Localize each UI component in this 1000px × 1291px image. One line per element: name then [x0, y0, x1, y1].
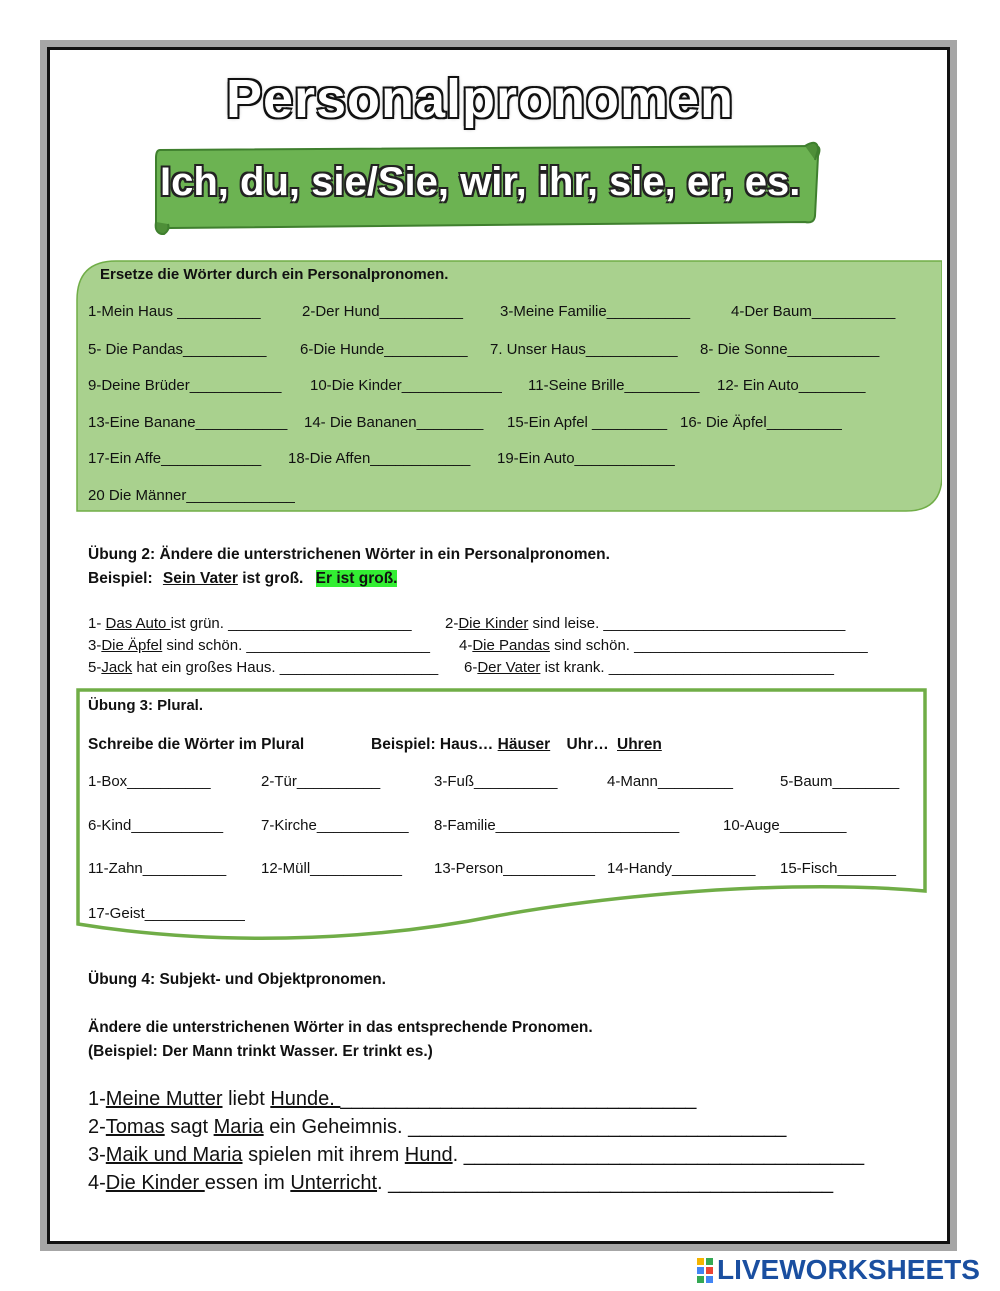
ex1-item[interactable]: 18-Die Affen____________ [288, 450, 471, 467]
item-number: 1- [88, 1088, 106, 1110]
example-label: Beispiel: Haus… [371, 736, 494, 753]
ex2-item[interactable] [464, 659, 834, 676]
item-rest: sind schön. ____________________________ [549, 637, 868, 654]
underlined-object: Unterricht [290, 1172, 378, 1194]
example-word-b: Uhr… [566, 736, 609, 753]
ex1-item[interactable]: 10-Die Kinder____________ [310, 377, 502, 394]
ex1-item[interactable]: 5- Die Pandas__________ [88, 341, 267, 358]
ex3-item[interactable]: 15-Fisch_______ [780, 860, 896, 877]
item-number: 4- [459, 637, 473, 654]
banner-text: Ich, du, sie/Sie, wir, ihr, sie, er, es. [160, 160, 801, 204]
ex3-item[interactable]: 1-Box__________ [88, 773, 211, 790]
item-verb: liebt [222, 1088, 271, 1110]
ex2-item[interactable] [459, 637, 868, 654]
exercise3-example [371, 736, 662, 754]
underlined-subject: Maik und Maria [105, 1144, 243, 1166]
ex2-item[interactable] [88, 615, 412, 632]
ex3-item[interactable]: 13-Person___________ [434, 860, 595, 877]
answer-line: ein Geheimnis. __________________________________ [263, 1116, 787, 1138]
ex4-item[interactable] [88, 1116, 786, 1139]
ex1-item[interactable]: 15-Ein Apfel _________ [507, 414, 668, 431]
ex3-item[interactable]: 11-Zahn__________ [88, 860, 227, 877]
underlined-subject: Die Kinder [105, 1172, 205, 1194]
ex1-item[interactable]: 9-Deine Brüder___________ [88, 377, 282, 394]
ex2-item[interactable] [445, 615, 845, 632]
exercise4-instruction: Ändere die unterstrichenen Wörter in das entsprechende Pronomen. [88, 1019, 593, 1036]
ex3-item[interactable]: 14-Handy__________ [607, 860, 756, 877]
answer-line: ________________________________ [340, 1088, 697, 1110]
item-rest: ist grün. ______________________ [170, 615, 412, 632]
ex3-item[interactable]: 2-Tür__________ [261, 773, 381, 790]
ex3-item[interactable]: 12-Müll___________ [261, 860, 402, 877]
logo-mark-icon [697, 1258, 713, 1283]
underlined-subject: Die Äpfel [101, 637, 163, 654]
ex4-item[interactable] [88, 1144, 864, 1167]
ex2-item[interactable] [88, 659, 438, 676]
ex4-item[interactable] [88, 1088, 696, 1111]
ex3-item[interactable]: 17-Geist____________ [88, 905, 245, 922]
item-number: 3- [88, 1144, 106, 1166]
answer-line: . ________________________________________ [377, 1172, 834, 1194]
item-rest: hat ein großes Haus. ___________________ [132, 659, 439, 676]
item-rest: sind leise. _____________________________ [528, 615, 846, 632]
ex3-item[interactable]: 3-Fuß__________ [434, 773, 558, 790]
example-subject: Sein Vater [162, 570, 238, 587]
ex1-item[interactable]: 8- Die Sonne___________ [700, 341, 880, 358]
item-verb: essen im [204, 1172, 291, 1194]
item-verb: sagt [164, 1116, 214, 1138]
example-answer: Er ist groß. [315, 570, 398, 587]
item-number: 2- [445, 615, 459, 632]
ex1-item[interactable]: 6-Die Hunde__________ [300, 341, 468, 358]
ex1-item[interactable]: 16- Die Äpfel_________ [680, 414, 842, 431]
exercise2-heading: Übung 2: Ändere die unterstrichenen Wörter in ein Personalpronomen. [88, 546, 610, 563]
ex1-item[interactable]: 1-Mein Haus __________ [88, 303, 261, 320]
ex1-item[interactable]: 19-Ein Auto____________ [497, 450, 675, 467]
underlined-subject: Die Pandas [472, 637, 550, 654]
exercise2-example [88, 570, 397, 588]
answer-line: . ____________________________________ [452, 1144, 865, 1166]
exercise1-instruction: Ersetze die Wörter durch ein Personalpronomen. [100, 266, 449, 283]
ex3-item[interactable]: 7-Kirche___________ [261, 817, 409, 834]
ex1-item[interactable]: 7. Unser Haus___________ [490, 341, 678, 358]
ex1-item[interactable]: 2-Der Hund__________ [302, 303, 463, 320]
ex3-item[interactable]: 8-Familie______________________ [434, 817, 680, 834]
underlined-object: Hunde. [270, 1088, 341, 1110]
ex2-item[interactable] [88, 637, 430, 654]
underlined-subject: Meine Mutter [105, 1088, 223, 1110]
underlined-subject: Tomas [105, 1116, 165, 1138]
page-title: Personalpronomen [225, 69, 735, 129]
item-verb: spielen mit ihrem [242, 1144, 405, 1166]
exercise3-instruction: Schreibe die Wörter im Plural [88, 736, 305, 753]
liveworksheets-logo[interactable] [697, 1255, 980, 1285]
ex3-item[interactable]: 10-Auge________ [723, 817, 847, 834]
item-number: 1- [88, 615, 106, 632]
ex3-item[interactable]: 4-Mann_________ [607, 773, 733, 790]
item-number: 4- [88, 1172, 106, 1194]
logo-text: LIVEWORKSHEETS [717, 1254, 980, 1285]
ex1-item[interactable]: 12- Ein Auto________ [717, 377, 866, 394]
underlined-subject: Jack [101, 659, 133, 676]
ex1-item[interactable]: 3-Meine Familie__________ [500, 303, 691, 320]
item-number: 3- [88, 637, 102, 654]
exercise4-example: (Beispiel: Der Mann trinkt Wasser. Er trinkt es.) [88, 1043, 433, 1060]
ex1-item[interactable]: 20 Die Männer_____________ [88, 487, 295, 504]
ex3-item[interactable]: 5-Baum________ [780, 773, 900, 790]
example-rest: ist groß. [242, 570, 304, 587]
ex4-item[interactable] [88, 1172, 833, 1195]
exercise3-heading: Übung 3: Plural. [88, 697, 204, 714]
underlined-subject: Die Kinder [458, 615, 529, 632]
item-rest: ist krank. ___________________________ [540, 659, 835, 676]
exercise4-heading: Übung 4: Subjekt- und Objektpronomen. [88, 971, 386, 988]
item-number: 2- [88, 1116, 106, 1138]
item-number: 5- [88, 659, 102, 676]
ex1-item[interactable]: 4-Der Baum__________ [731, 303, 896, 320]
ex1-item[interactable]: 14- Die Bananen________ [304, 414, 484, 431]
underlined-object: Hund [404, 1144, 453, 1166]
underlined-object: Maria [213, 1116, 264, 1138]
item-rest: sind schön. ______________________ [162, 637, 430, 654]
underlined-subject: Der Vater [477, 659, 541, 676]
example-answer-a: Häuser [497, 736, 551, 753]
underlined-subject: Das Auto [105, 615, 171, 632]
ex3-item[interactable]: 6-Kind___________ [88, 817, 224, 834]
ex1-item[interactable]: 17-Ein Affe____________ [88, 450, 262, 467]
item-number: 6- [464, 659, 478, 676]
ex1-item[interactable]: 11-Seine Brille_________ [528, 377, 700, 394]
ex1-item[interactable]: 13-Eine Banane___________ [88, 414, 288, 431]
example-label: Beispiel: [88, 570, 153, 587]
example-answer-b: Uhren [617, 736, 662, 753]
